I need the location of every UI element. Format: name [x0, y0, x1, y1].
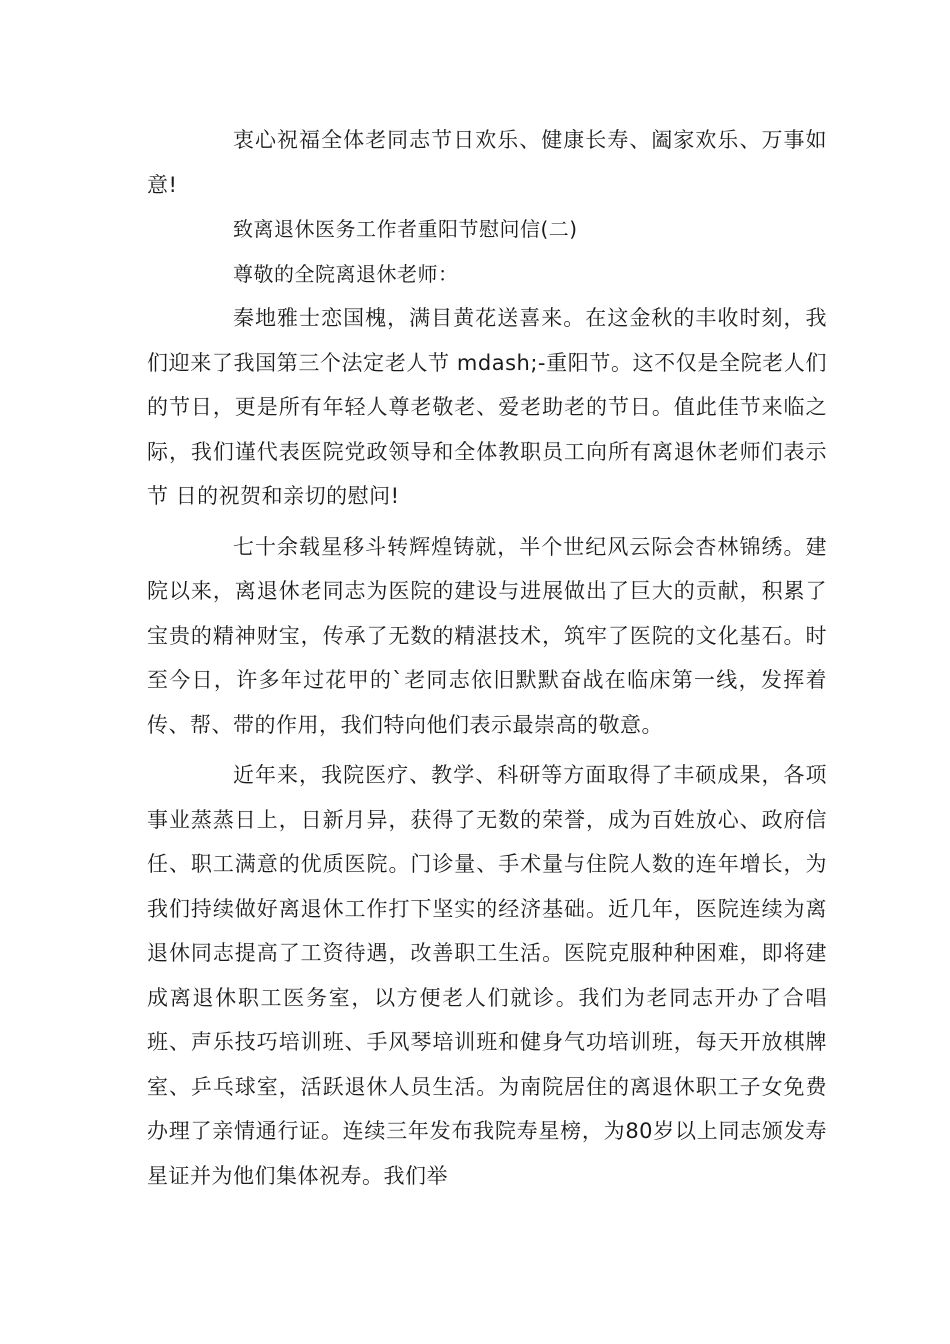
letter-salutation: 尊敬的全院离退休老师： [233, 261, 459, 286]
body-paragraph-1: 秦地雅士恋国槐，满目黄花送喜来。在这金秋的丰收时刻，我们迎来了我国第三个法定老人节 mdash;-重阳节。这不仅是全院老人们的节日，更是所有年轻人尊老敬老、爱老助老的节日。值此佳节来临之际，我们谨代表医院党政领导和全体教职员工向所有离退休老师们表示节 日的祝贺和亲切的慰问! [147, 306, 827, 508]
body-paragraph-2: 七十余载星移斗转辉煌铸就，半个世纪风云际会杏林锦绣。建院以来，离退休老同志为医院的建设与进展做出了巨大的贡献，积累了宝贵的精神财宝，传承了无数的精湛技术，筑牢了医院的文化基石。时至今日，许多年过花甲的`老同志依旧默默奋战在临床第一线，发挥着传、帮、带的作用，我们特向他们表示最崇高的敬意。 [147, 534, 827, 737]
document-body [147, 118, 827, 1198]
body-paragraph-3: 近年来，我院医疗、教学、科研等方面取得了丰硕成果，各项事业蒸蒸日上，日新月异，获得了无数的荣誉，成为百姓放心、政府信任、职工满意的优质医院。门诊量、手术量与住院人数的连年增长，为我们持续做好离退休工作打下坚实的经济基础。近几年，医院连续为离退休同志提高了工资待遇，改善职工生活。医院克服种种困难，即将建成离退休职工医务室，以方便老人们就诊。我们为老同志开办了合唱班、声乐技巧培训班、手风琴培训班和健身气功培训班，每天开放棋牌室、乒乓球室，活跃退休人员生活。为南院居住的离退休职工子女免费办理了亲情通行证。连续三年发布我院寿星榜，为80岁以上同志颁发寿星证并为他们集体祝寿。我们举 [147, 763, 827, 1188]
letter-title: 致离退休医务工作者重阳节慰问信(二) [233, 217, 578, 241]
closing-wishes-paragraph: 衷心祝福全体老同志节日欢乐、健康长寿、阖家欢乐、万事如意! [147, 128, 827, 197]
